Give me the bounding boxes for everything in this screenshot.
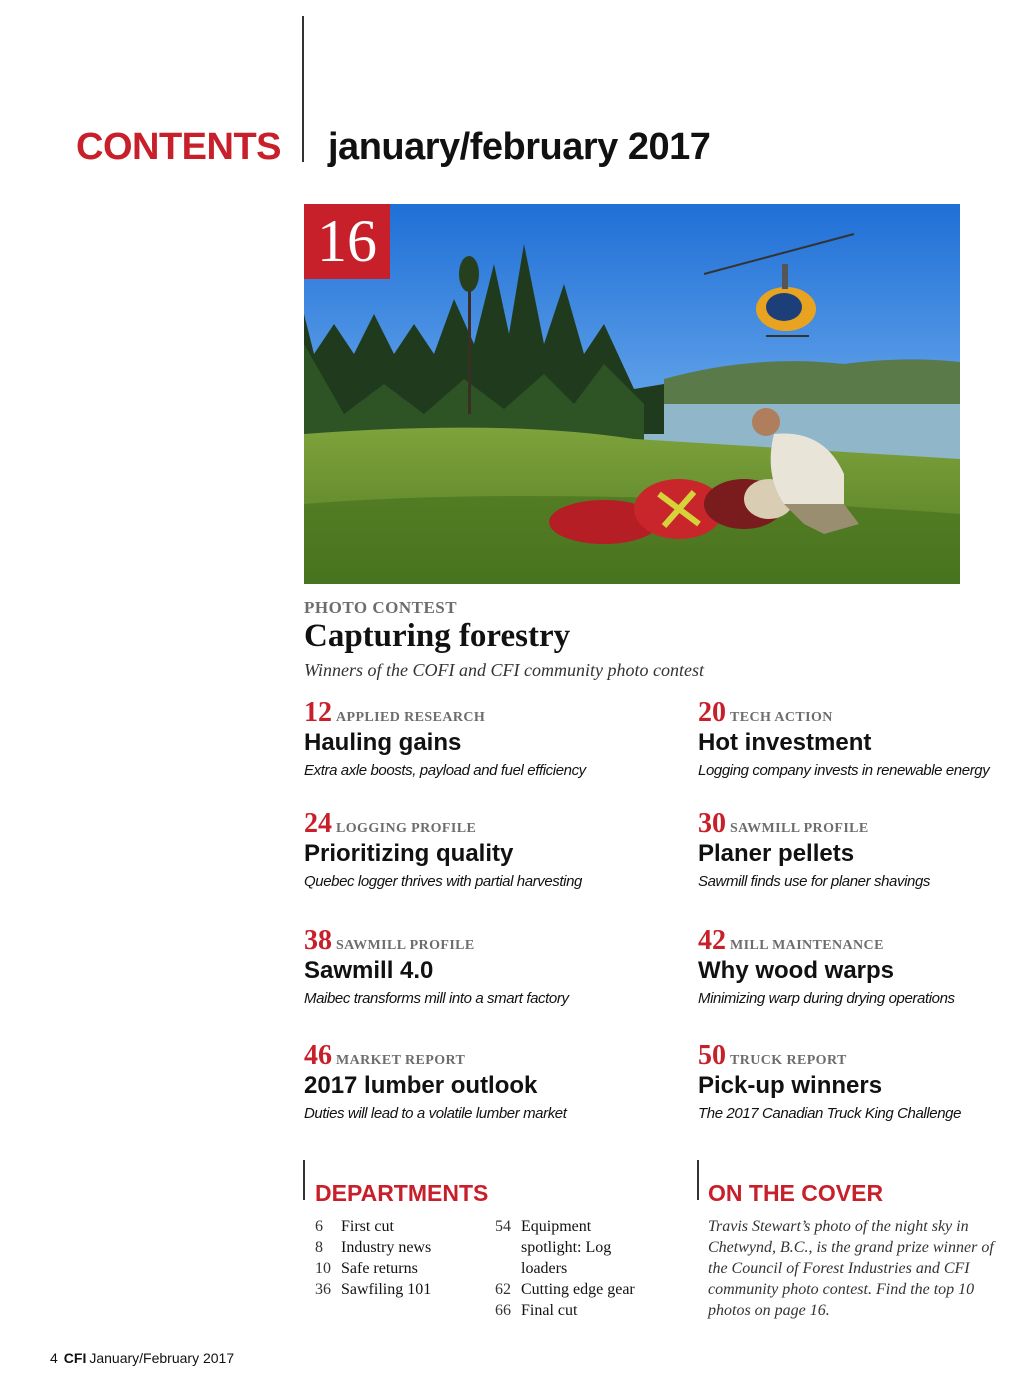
article-page-number: 46 bbox=[304, 1040, 332, 1071]
feature-photo[interactable] bbox=[304, 204, 960, 584]
article-title[interactable]: Hauling gains bbox=[304, 729, 462, 756]
department-item[interactable] bbox=[495, 1279, 635, 1300]
article-description: Minimizing warp during drying operations bbox=[698, 990, 955, 1007]
department-label: loaders bbox=[521, 1260, 568, 1277]
article-page-number: 38 bbox=[304, 925, 332, 956]
article-item[interactable] bbox=[304, 1040, 624, 1122]
article-description: Duties will lead to a volatile lumber market bbox=[304, 1105, 567, 1122]
department-page: 62 bbox=[495, 1281, 511, 1298]
feature-title[interactable]: Capturing forestry bbox=[304, 618, 571, 654]
department-item[interactable] bbox=[315, 1279, 431, 1300]
article-description: Quebec logger thrives with partial harvesting bbox=[304, 873, 582, 890]
article-kicker: APPLIED RESEARCH bbox=[336, 710, 486, 725]
article-description: Sawmill finds use for planer shavings bbox=[698, 873, 930, 890]
footer-publication: CFI bbox=[63, 1350, 87, 1366]
department-page: 10 bbox=[315, 1260, 331, 1277]
article-item[interactable] bbox=[304, 808, 624, 890]
department-page: 8 bbox=[315, 1239, 323, 1256]
department-label: Cutting edge gear bbox=[521, 1281, 635, 1298]
article-item[interactable] bbox=[698, 697, 1018, 779]
article-title[interactable]: Pick-up winners bbox=[698, 1072, 883, 1099]
article-kicker: LOGGING PROFILE bbox=[336, 821, 477, 836]
department-page: 6 bbox=[315, 1218, 323, 1235]
department-item[interactable] bbox=[495, 1300, 635, 1321]
departments-heading: DEPARTMENTS bbox=[315, 1180, 489, 1206]
page-footer bbox=[50, 1350, 234, 1366]
department-item-continued bbox=[495, 1237, 635, 1258]
department-item[interactable] bbox=[315, 1237, 431, 1258]
department-label: spotlight: Log bbox=[521, 1239, 612, 1256]
footer-page-number: 4 bbox=[50, 1350, 58, 1366]
cover-description: Travis Stewart’s photo of the night sky in Chetwynd, B.C., is the grand prize winner of the Council of Forest Industries and CFI community photo contest. Find the top 10 photos on page 16. bbox=[708, 1218, 994, 1319]
article-page-number: 12 bbox=[304, 697, 332, 728]
article-item[interactable] bbox=[698, 925, 1018, 1007]
department-item[interactable] bbox=[315, 1216, 431, 1237]
article-description: Maibec transforms mill into a smart factory bbox=[304, 990, 569, 1007]
article-kicker: SAWMILL PROFILE bbox=[730, 821, 869, 836]
article-item[interactable] bbox=[304, 697, 624, 779]
article-title[interactable]: Prioritizing quality bbox=[304, 840, 514, 867]
department-item[interactable] bbox=[315, 1258, 431, 1279]
article-page-number: 24 bbox=[304, 808, 332, 839]
article-title[interactable]: Hot investment bbox=[698, 729, 872, 756]
article-page-number: 30 bbox=[698, 808, 726, 839]
feature-subtitle: Winners of the COFI and CFI community photo contest bbox=[304, 660, 704, 680]
contents-heading: CONTENTS bbox=[76, 126, 281, 168]
article-description: Logging company invests in renewable energy bbox=[698, 762, 990, 779]
department-label: Industry news bbox=[341, 1239, 432, 1256]
department-label: Final cut bbox=[521, 1302, 578, 1319]
article-kicker: SAWMILL PROFILE bbox=[336, 938, 475, 953]
article-item[interactable] bbox=[698, 808, 1018, 890]
article-title[interactable]: Sawmill 4.0 bbox=[304, 957, 434, 984]
cover-divider bbox=[697, 1160, 699, 1200]
footer-issue: January/February 2017 bbox=[89, 1350, 235, 1366]
department-label: Equipment bbox=[521, 1218, 592, 1235]
article-page-number: 20 bbox=[698, 697, 726, 728]
department-item[interactable] bbox=[495, 1216, 635, 1237]
header-divider bbox=[302, 16, 304, 162]
department-page bbox=[495, 1237, 521, 1258]
department-label: First cut bbox=[341, 1218, 394, 1235]
feature-kicker: PHOTO CONTEST bbox=[304, 598, 458, 617]
article-page-number: 42 bbox=[698, 925, 726, 956]
article-item[interactable] bbox=[304, 925, 624, 1007]
article-kicker: MILL MAINTENANCE bbox=[730, 938, 884, 953]
departments-list bbox=[315, 1216, 431, 1300]
department-item-continued bbox=[495, 1258, 635, 1279]
cover-heading: ON THE COVER bbox=[708, 1180, 884, 1206]
departments-divider bbox=[303, 1160, 305, 1200]
department-page: 36 bbox=[315, 1281, 331, 1298]
issue-date: january/february 2017 bbox=[328, 126, 711, 168]
article-title[interactable]: Planer pellets bbox=[698, 840, 855, 867]
feature-page-badge: 16 bbox=[304, 204, 390, 279]
department-label: Safe returns bbox=[341, 1260, 418, 1277]
article-kicker: TECH ACTION bbox=[730, 710, 833, 725]
article-title[interactable]: Why wood warps bbox=[698, 957, 895, 984]
article-kicker: TRUCK REPORT bbox=[730, 1053, 847, 1068]
departments-list-2 bbox=[495, 1216, 635, 1321]
department-page bbox=[495, 1258, 521, 1279]
department-page: 54 bbox=[495, 1218, 511, 1235]
article-page-number: 50 bbox=[698, 1040, 726, 1071]
department-label: Sawfiling 101 bbox=[341, 1281, 432, 1298]
article-item[interactable] bbox=[698, 1040, 1018, 1122]
article-description: The 2017 Canadian Truck King Challenge bbox=[698, 1105, 962, 1122]
article-title[interactable]: 2017 lumber outlook bbox=[304, 1072, 538, 1099]
article-description: Extra axle boosts, payload and fuel efficiency bbox=[304, 762, 586, 779]
department-page: 66 bbox=[495, 1302, 511, 1319]
article-kicker: MARKET REPORT bbox=[336, 1053, 466, 1068]
